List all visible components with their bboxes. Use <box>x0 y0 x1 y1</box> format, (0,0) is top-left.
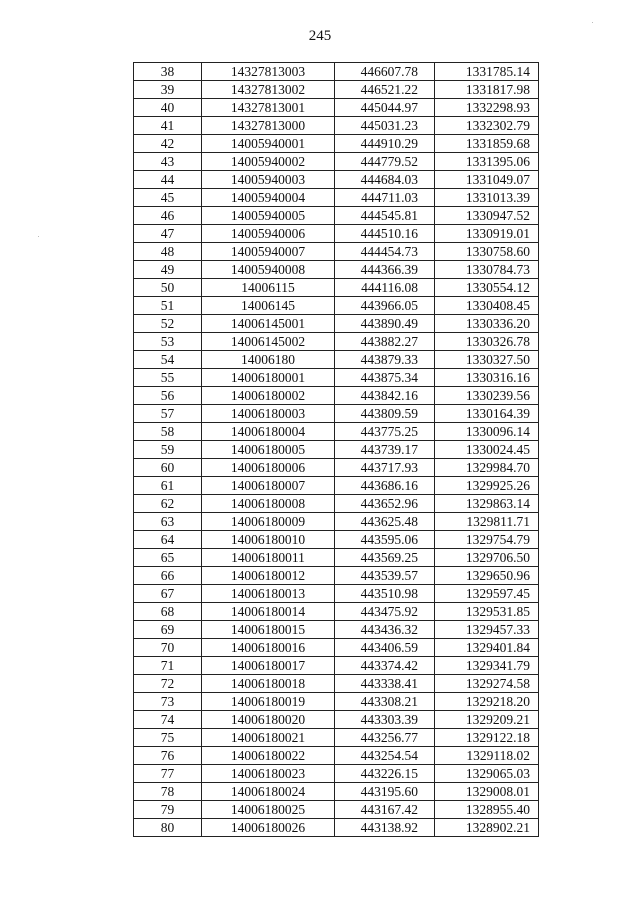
row-number-cell: 75 <box>134 729 202 747</box>
point-id-cell: 14006180007 <box>202 477 335 495</box>
point-id-cell: 14006180020 <box>202 711 335 729</box>
table-row <box>134 639 539 657</box>
x-coordinate-cell: 444711.03 <box>335 189 435 207</box>
table-row <box>134 315 539 333</box>
y-coordinate-cell: 1329122.18 <box>435 729 539 747</box>
point-id-cell: 14006145002 <box>202 333 335 351</box>
table-row <box>134 747 539 765</box>
x-coordinate-cell: 443890.49 <box>335 315 435 333</box>
table-row <box>134 135 539 153</box>
point-id-cell: 14005940006 <box>202 225 335 243</box>
table-row <box>134 693 539 711</box>
point-id-cell: 14006145001 <box>202 315 335 333</box>
y-coordinate-cell: 1331049.07 <box>435 171 539 189</box>
y-coordinate-cell: 1331785.14 <box>435 63 539 81</box>
x-coordinate-cell: 445031.23 <box>335 117 435 135</box>
row-number-cell: 67 <box>134 585 202 603</box>
table-row <box>134 369 539 387</box>
x-coordinate-cell: 445044.97 <box>335 99 435 117</box>
y-coordinate-cell: 1329065.03 <box>435 765 539 783</box>
y-coordinate-cell: 1329925.26 <box>435 477 539 495</box>
point-id-cell: 14006180014 <box>202 603 335 621</box>
point-id-cell: 14006180008 <box>202 495 335 513</box>
row-number-cell: 65 <box>134 549 202 567</box>
y-coordinate-cell: 1330316.16 <box>435 369 539 387</box>
table-row <box>134 225 539 243</box>
point-id-cell: 14006180019 <box>202 693 335 711</box>
point-id-cell: 14006180004 <box>202 423 335 441</box>
x-coordinate-cell: 443254.54 <box>335 747 435 765</box>
y-coordinate-cell: 1332302.79 <box>435 117 539 135</box>
x-coordinate-cell: 443308.21 <box>335 693 435 711</box>
x-coordinate-cell: 443879.33 <box>335 351 435 369</box>
point-id-cell: 14006180025 <box>202 801 335 819</box>
row-number-cell: 56 <box>134 387 202 405</box>
table-row <box>134 711 539 729</box>
table-row <box>134 405 539 423</box>
x-coordinate-cell: 443195.60 <box>335 783 435 801</box>
y-coordinate-cell: 1329984.70 <box>435 459 539 477</box>
x-coordinate-cell: 443256.77 <box>335 729 435 747</box>
table-row <box>134 675 539 693</box>
row-number-cell: 57 <box>134 405 202 423</box>
point-id-cell: 14005940004 <box>202 189 335 207</box>
point-id-cell: 14006180009 <box>202 513 335 531</box>
x-coordinate-cell: 443374.42 <box>335 657 435 675</box>
y-coordinate-cell: 1329457.33 <box>435 621 539 639</box>
table-row <box>134 603 539 621</box>
table-row <box>134 513 539 531</box>
y-coordinate-cell: 1330024.45 <box>435 441 539 459</box>
row-number-cell: 76 <box>134 747 202 765</box>
y-coordinate-cell: 1330336.20 <box>435 315 539 333</box>
row-number-cell: 80 <box>134 819 202 837</box>
x-coordinate-cell: 444510.16 <box>335 225 435 243</box>
row-number-cell: 44 <box>134 171 202 189</box>
y-coordinate-cell: 1329811.71 <box>435 513 539 531</box>
row-number-cell: 61 <box>134 477 202 495</box>
table-row <box>134 441 539 459</box>
y-coordinate-cell: 1329531.85 <box>435 603 539 621</box>
row-number-cell: 39 <box>134 81 202 99</box>
point-id-cell: 14006180024 <box>202 783 335 801</box>
table-row <box>134 531 539 549</box>
y-coordinate-cell: 1329008.01 <box>435 783 539 801</box>
row-number-cell: 50 <box>134 279 202 297</box>
table-row <box>134 351 539 369</box>
x-coordinate-cell: 443406.59 <box>335 639 435 657</box>
y-coordinate-cell: 1329118.02 <box>435 747 539 765</box>
table-row <box>134 801 539 819</box>
table-row <box>134 495 539 513</box>
point-id-cell: 14006180012 <box>202 567 335 585</box>
point-id-cell: 14005940001 <box>202 135 335 153</box>
x-coordinate-cell: 446521.22 <box>335 81 435 99</box>
x-coordinate-cell: 443842.16 <box>335 387 435 405</box>
x-coordinate-cell: 444116.08 <box>335 279 435 297</box>
point-id-cell: 14006180015 <box>202 621 335 639</box>
y-coordinate-cell: 1330408.45 <box>435 297 539 315</box>
point-id-cell: 14006180003 <box>202 405 335 423</box>
point-id-cell: 14005940008 <box>202 261 335 279</box>
y-coordinate-cell: 1332298.93 <box>435 99 539 117</box>
x-coordinate-cell: 443510.98 <box>335 585 435 603</box>
x-coordinate-cell: 443167.42 <box>335 801 435 819</box>
point-id-cell: 14006180001 <box>202 369 335 387</box>
x-coordinate-cell: 443436.32 <box>335 621 435 639</box>
table-row <box>134 81 539 99</box>
row-number-cell: 43 <box>134 153 202 171</box>
row-number-cell: 40 <box>134 99 202 117</box>
y-coordinate-cell: 1330096.14 <box>435 423 539 441</box>
x-coordinate-cell: 444910.29 <box>335 135 435 153</box>
point-id-cell: 14006180021 <box>202 729 335 747</box>
y-coordinate-cell: 1330554.12 <box>435 279 539 297</box>
row-number-cell: 53 <box>134 333 202 351</box>
row-number-cell: 38 <box>134 63 202 81</box>
x-coordinate-cell: 443625.48 <box>335 513 435 531</box>
x-coordinate-cell: 443875.34 <box>335 369 435 387</box>
point-id-cell: 14005940005 <box>202 207 335 225</box>
row-number-cell: 49 <box>134 261 202 279</box>
y-coordinate-cell: 1329274.58 <box>435 675 539 693</box>
y-coordinate-cell: 1329754.79 <box>435 531 539 549</box>
page-number: 245 <box>308 28 332 44</box>
table-row <box>134 189 539 207</box>
x-coordinate-cell: 443809.59 <box>335 405 435 423</box>
x-coordinate-cell: 443966.05 <box>335 297 435 315</box>
y-coordinate-cell: 1330326.78 <box>435 333 539 351</box>
row-number-cell: 41 <box>134 117 202 135</box>
x-coordinate-cell: 443338.41 <box>335 675 435 693</box>
x-coordinate-cell: 443739.17 <box>335 441 435 459</box>
row-number-cell: 51 <box>134 297 202 315</box>
point-id-cell: 14006180010 <box>202 531 335 549</box>
point-id-cell: 14327813000 <box>202 117 335 135</box>
x-coordinate-cell: 443303.39 <box>335 711 435 729</box>
x-coordinate-cell: 443475.92 <box>335 603 435 621</box>
x-coordinate-cell: 443686.16 <box>335 477 435 495</box>
y-coordinate-cell: 1330919.01 <box>435 225 539 243</box>
table-row <box>134 549 539 567</box>
row-number-cell: 68 <box>134 603 202 621</box>
y-coordinate-cell: 1329597.45 <box>435 585 539 603</box>
point-id-cell: 14006180018 <box>202 675 335 693</box>
table-row <box>134 567 539 585</box>
table-row <box>134 243 539 261</box>
x-coordinate-cell: 444779.52 <box>335 153 435 171</box>
y-coordinate-cell: 1329218.20 <box>435 693 539 711</box>
table-row <box>134 279 539 297</box>
y-coordinate-cell: 1329209.21 <box>435 711 539 729</box>
x-coordinate-cell: 446607.78 <box>335 63 435 81</box>
y-coordinate-cell: 1329401.84 <box>435 639 539 657</box>
coordinates-table <box>133 62 539 837</box>
row-number-cell: 42 <box>134 135 202 153</box>
point-id-cell: 14006180023 <box>202 765 335 783</box>
row-number-cell: 70 <box>134 639 202 657</box>
point-id-cell: 14327813002 <box>202 81 335 99</box>
row-number-cell: 48 <box>134 243 202 261</box>
point-id-cell: 14006180005 <box>202 441 335 459</box>
point-id-cell: 14006180002 <box>202 387 335 405</box>
table-row <box>134 819 539 837</box>
table-row <box>134 423 539 441</box>
table-row <box>134 153 539 171</box>
table-row <box>134 63 539 81</box>
table-row <box>134 117 539 135</box>
row-number-cell: 78 <box>134 783 202 801</box>
y-coordinate-cell: 1330784.73 <box>435 261 539 279</box>
table-row <box>134 729 539 747</box>
table-row <box>134 387 539 405</box>
table-row <box>134 657 539 675</box>
point-id-cell: 14005940003 <box>202 171 335 189</box>
point-id-cell: 14006180006 <box>202 459 335 477</box>
y-coordinate-cell: 1330239.56 <box>435 387 539 405</box>
x-coordinate-cell: 443595.06 <box>335 531 435 549</box>
table-row <box>134 477 539 495</box>
point-id-cell: 14327813003 <box>202 63 335 81</box>
table-row <box>134 333 539 351</box>
point-id-cell: 14006180 <box>202 351 335 369</box>
point-id-cell: 14006180011 <box>202 549 335 567</box>
row-number-cell: 64 <box>134 531 202 549</box>
row-number-cell: 46 <box>134 207 202 225</box>
point-id-cell: 14006115 <box>202 279 335 297</box>
row-number-cell: 79 <box>134 801 202 819</box>
row-number-cell: 55 <box>134 369 202 387</box>
y-coordinate-cell: 1330327.50 <box>435 351 539 369</box>
point-id-cell: 14006145 <box>202 297 335 315</box>
x-coordinate-cell: 443569.25 <box>335 549 435 567</box>
row-number-cell: 58 <box>134 423 202 441</box>
row-number-cell: 73 <box>134 693 202 711</box>
row-number-cell: 77 <box>134 765 202 783</box>
x-coordinate-cell: 443226.15 <box>335 765 435 783</box>
x-coordinate-cell: 443775.25 <box>335 423 435 441</box>
x-coordinate-cell: 444454.73 <box>335 243 435 261</box>
row-number-cell: 45 <box>134 189 202 207</box>
table-row <box>134 207 539 225</box>
y-coordinate-cell: 1328902.21 <box>435 819 539 837</box>
scan-mark <box>592 22 593 23</box>
row-number-cell: 47 <box>134 225 202 243</box>
point-id-cell: 14005940002 <box>202 153 335 171</box>
row-number-cell: 72 <box>134 675 202 693</box>
y-coordinate-cell: 1330947.52 <box>435 207 539 225</box>
x-coordinate-cell: 444545.81 <box>335 207 435 225</box>
y-coordinate-cell: 1331013.39 <box>435 189 539 207</box>
table-body <box>134 63 539 837</box>
y-coordinate-cell: 1330164.39 <box>435 405 539 423</box>
point-id-cell: 14006180017 <box>202 657 335 675</box>
table-row <box>134 783 539 801</box>
row-number-cell: 60 <box>134 459 202 477</box>
point-id-cell: 14006180022 <box>202 747 335 765</box>
x-coordinate-cell: 443539.57 <box>335 567 435 585</box>
point-id-cell: 14005940007 <box>202 243 335 261</box>
y-coordinate-cell: 1331859.68 <box>435 135 539 153</box>
row-number-cell: 74 <box>134 711 202 729</box>
x-coordinate-cell: 444684.03 <box>335 171 435 189</box>
y-coordinate-cell: 1329863.14 <box>435 495 539 513</box>
x-coordinate-cell: 443652.96 <box>335 495 435 513</box>
point-id-cell: 14006180013 <box>202 585 335 603</box>
x-coordinate-cell: 443138.92 <box>335 819 435 837</box>
point-id-cell: 14006180016 <box>202 639 335 657</box>
point-id-cell: 14006180026 <box>202 819 335 837</box>
x-coordinate-cell: 443882.27 <box>335 333 435 351</box>
y-coordinate-cell: 1329341.79 <box>435 657 539 675</box>
row-number-cell: 62 <box>134 495 202 513</box>
y-coordinate-cell: 1331817.98 <box>435 81 539 99</box>
point-id-cell: 14327813001 <box>202 99 335 117</box>
x-coordinate-cell: 444366.39 <box>335 261 435 279</box>
scan-mark <box>38 236 39 237</box>
table-row <box>134 297 539 315</box>
table-row <box>134 765 539 783</box>
row-number-cell: 52 <box>134 315 202 333</box>
row-number-cell: 69 <box>134 621 202 639</box>
row-number-cell: 59 <box>134 441 202 459</box>
row-number-cell: 71 <box>134 657 202 675</box>
row-number-cell: 54 <box>134 351 202 369</box>
y-coordinate-cell: 1331395.06 <box>435 153 539 171</box>
table-row <box>134 171 539 189</box>
y-coordinate-cell: 1328955.40 <box>435 801 539 819</box>
x-coordinate-cell: 443717.93 <box>335 459 435 477</box>
y-coordinate-cell: 1330758.60 <box>435 243 539 261</box>
table-row <box>134 459 539 477</box>
table-row <box>134 585 539 603</box>
y-coordinate-cell: 1329650.96 <box>435 567 539 585</box>
y-coordinate-cell: 1329706.50 <box>435 549 539 567</box>
row-number-cell: 63 <box>134 513 202 531</box>
table-row <box>134 261 539 279</box>
row-number-cell: 66 <box>134 567 202 585</box>
table-row <box>134 621 539 639</box>
table-row <box>134 99 539 117</box>
